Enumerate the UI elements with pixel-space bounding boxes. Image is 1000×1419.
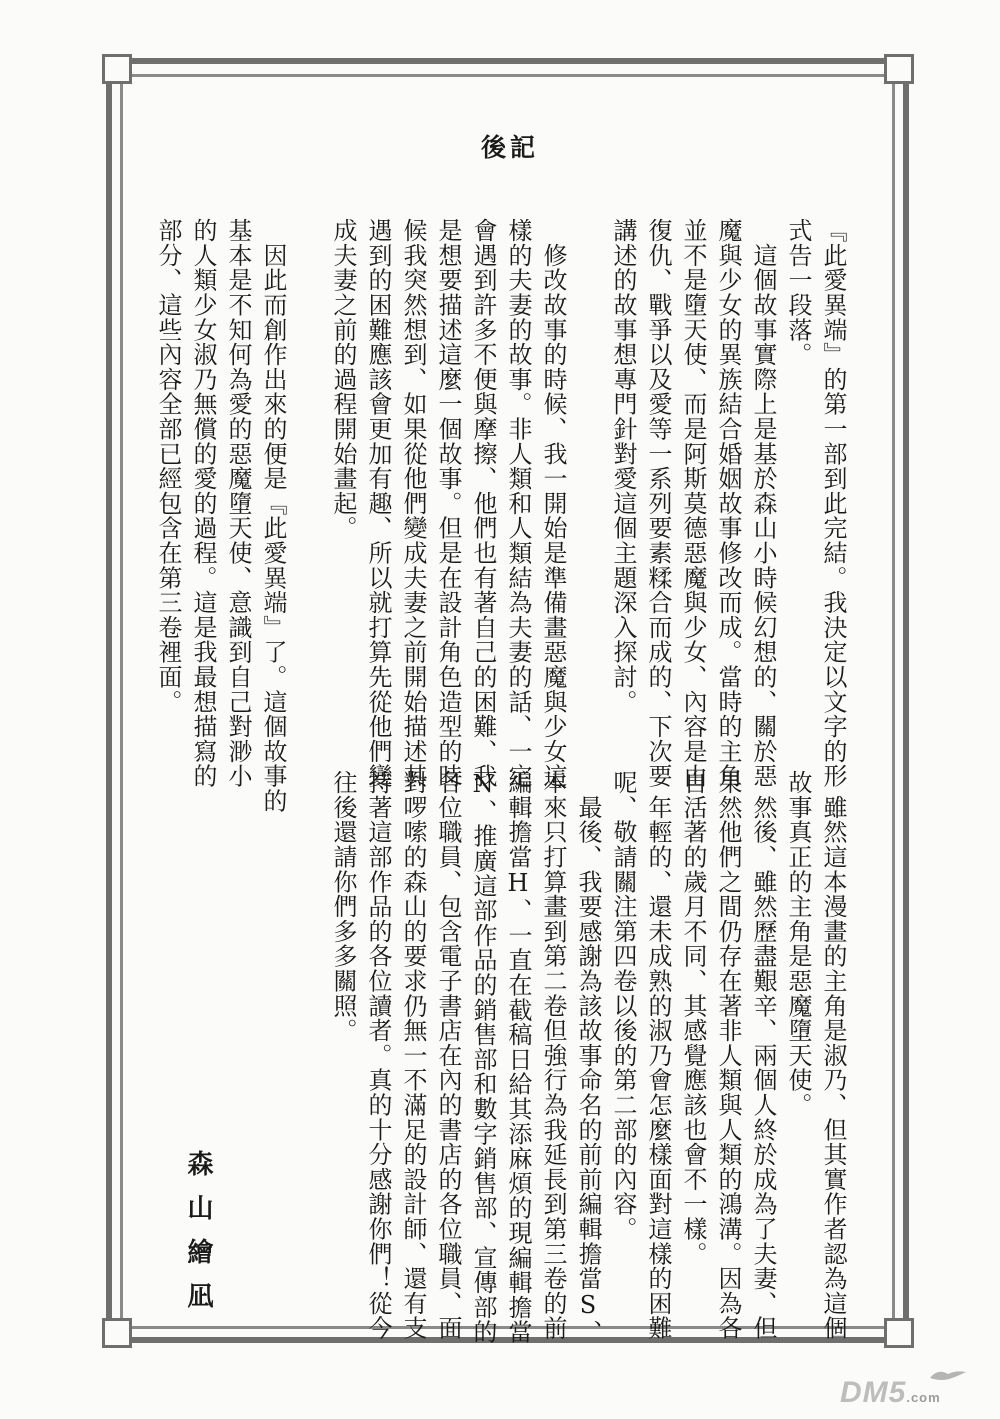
frame-corner-ornament [884, 54, 914, 84]
text-column: 樣的夫妻的故事。非人類和人類結為夫妻的話、一定 [504, 218, 532, 789]
text-column: 故事真正的主角是惡魔墮天使。 [784, 770, 812, 1118]
text-column: 呢、敬請關注第四卷以後的第二部的內容。 [609, 770, 637, 1242]
text-column: 復仇、戰爭以及愛等一系列要素糅合而成的、下次要 [644, 218, 672, 789]
text-column: 對啰嗦的森山的要求仍無一不滿足的設計師、還有支 [399, 770, 427, 1341]
text-column: 最後、我要感謝為該故事命名的前前編輯擔當S、 [574, 770, 602, 1345]
frame-corner-ornament [884, 1318, 914, 1348]
text-column: 然後、雖然歷盡艱辛、兩個人終於成為了夫妻、但 [749, 770, 777, 1341]
text-column: 講述的故事想專門針對愛這個主題深入探討。 [609, 218, 637, 714]
text-column: 的人類少女淑乃無償的愛的過程。這是我最想描寫的 [189, 218, 217, 789]
watermark-suffix: .com [906, 1390, 941, 1405]
text-column: 成夫妻之前的過程開始畫起。 [329, 218, 357, 541]
text-column: 持著這部作品的各位讀者。真的十分感謝你們！從今 [364, 770, 392, 1341]
text-column: 魔與少女的異族結合婚姻故事修改而成。當時的主角 [714, 218, 742, 789]
watermark-brand: DM5 [840, 1376, 907, 1409]
text-column: 自活著的歲月不同、其感覺應該也會不一樣。 [679, 770, 707, 1266]
text-column: 會遇到許多不便與摩擦、他們也有著自己的困難、我 [469, 218, 497, 789]
text-column: 遇到的困難應該會更加有趣、所以就打算先從他們變 [364, 218, 392, 789]
text-column: 候我突然想到、如果從他們變成夫妻之前開始描述其 [399, 218, 427, 789]
text-column: 基本是不知何為愛的惡魔墮天使、意識到自己對渺小 [224, 218, 252, 789]
frame-corner-ornament [102, 1318, 132, 1348]
text-column: 年輕的、還未成熟的淑乃會怎麼樣面對這樣的困難 [644, 770, 672, 1341]
text-column: 並不是墮天使、而是阿斯莫德惡魔與少女、內容是由 [679, 218, 707, 789]
author-signature: 森山繪凪 [183, 1150, 213, 1326]
text-column: 式告一段落。 [784, 218, 812, 367]
text-column: 這個故事實際上是基於森山小時候幻想的、關於惡 [749, 218, 777, 789]
text-column: 果然他們之間仍存在著非人類與人類的鴻溝。因為各 [714, 770, 742, 1341]
afterword-title: 後記 [480, 133, 539, 162]
text-column: 各位職員、包含電子書店在內的書店的各位職員、面 [434, 770, 462, 1341]
text-column: 修改故事的時候、我一開始是準備畫惡魔與少女這 [539, 218, 567, 789]
text-column: 本來只打算畫到第二卷但強行為我延長到第三卷的前 [539, 770, 567, 1341]
text-column: 雖然這本漫畫的主角是淑乃、但其實作者認為這個 [819, 770, 847, 1341]
text-column: 是想要描述這麼一個故事。但是在設計角色造型的時 [434, 218, 462, 789]
text-column: N、推廣這部作品的銷售部和數字銷售部、宣傳部的 [469, 770, 497, 1345]
site-watermark [840, 1376, 941, 1410]
text-column: 編輯擔當H、一直在截稿日給其添麻煩的現編輯擔當 [504, 770, 532, 1345]
text-column: 因此而創作出來的便是『此愛異端』了。這個故事的 [259, 218, 287, 814]
text-column: 部分、這些內容全部已經包含在第三卷裡面。 [154, 218, 182, 714]
frame-corner-ornament [102, 54, 132, 84]
text-column: 『此愛異端』的第一部到此完結。我決定以文字的形 [819, 218, 847, 789]
text-column: 往後還請你們多多關照。 [329, 770, 357, 1043]
